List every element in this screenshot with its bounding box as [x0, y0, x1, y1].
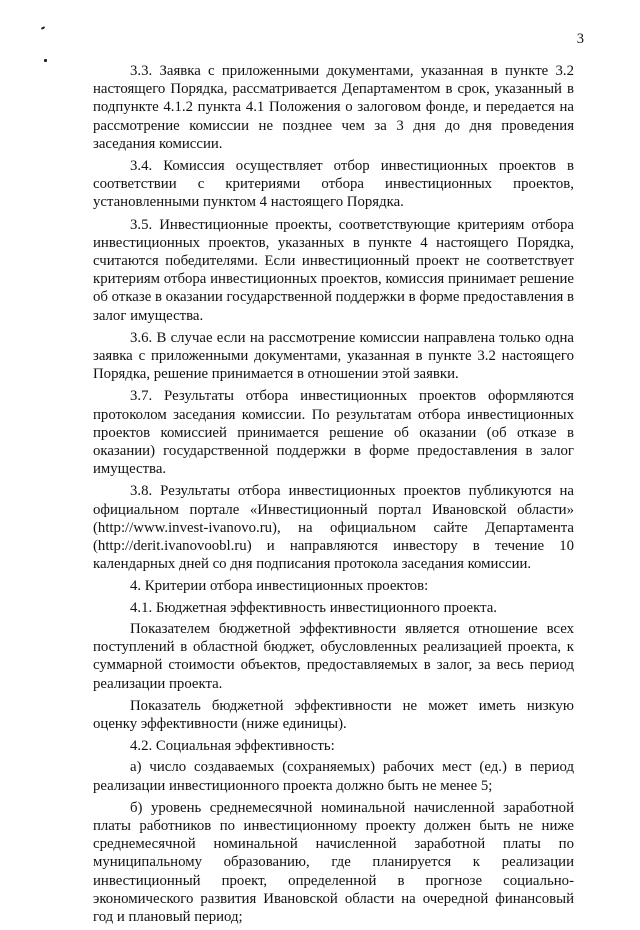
scan-speck: [44, 59, 47, 62]
scan-speck: [41, 26, 45, 30]
paragraph-3-8: 3.8. Результаты отбора инвестиционных проектов публикуются на официальном портале «Инвестиционный портал Ивановской области» (http://www.invest-ivanovo.ru), на официальном сайте Департамента (http://derit.ivanovoobl.ru) и направляются инвестору в течение 10 календарных дней со дня подписания протокола заседания комиссии.: [93, 483, 574, 573]
paragraph-4-2: 4.2. Социальная эффективность:: [130, 738, 335, 755]
section-4-heading: 4. Критерии отбора инвестиционных проектов:: [130, 578, 429, 595]
paragraph-3-7: 3.7. Результаты отбора инвестиционных проектов оформляются протоколом заседания комиссии. По результатам отбора инвестиционных проектов комиссией принимается решение об оказании (об отказе в оказании) государственной поддержки в форме предоставления в залог имущества.: [93, 388, 574, 478]
paragraph-3-3: 3.3. Заявка с приложенными документами, указанная в пункте 3.2 настоящего Порядка, рассматривается Департаментом в срок, указанный в подпункте 4.1.2 пункта 4.1 Положения о залоговом фонде, и передается на рассмотрение комиссии не позднее чем за 3 дня до дня проведения заседания комиссии.: [93, 63, 574, 152]
paragraph-4-1: 4.1. Бюджетная эффективность инвестиционного проекта.: [130, 599, 497, 616]
paragraph-budget-indicator: Показателем бюджетной эффективности является отношение всех поступлений в областной бюджет, обусловленных реализацией проекта, к суммарной стоимости объектов, предоставляемых в залог, за весь период реализации проекта.: [93, 620, 574, 692]
paragraph-3-4: 3.4. Комиссия осуществляет отбор инвестиционных проектов в соответствии с критериями отбора инвестиционных проектов, установленными пунктом 4 настоящего Порядка.: [93, 158, 574, 211]
paragraph-3-5: 3.5. Инвестиционные проекты, соответствующие критериям отбора инвестиционных проектов, указанных в пункте 4 настоящего Порядка, считаются победителями. Если инвестиционный проект не соответствует критериям отбора инвестиционных проектов, комиссия принимает решение об отказе в оказании государственной поддержки в форме предоставления в залог имущества.: [93, 216, 574, 324]
paragraph-3-6: 3.6. В случае если на рассмотрение комиссии направлена только одна заявка с приложенными документами, указанная в пункте 3.2 настоящего Порядка, решение принимается в отношении этой заявки.: [93, 329, 574, 383]
paragraph-4-2-b: б) уровень среднемесячной номинальной начисленной заработной платы работников по инвестиционному проекту должен быть не ниже среднемесячной номинальной начисленной заработной платы по муниципальному образованию, где планируется к реализации инвестиционный проект, определенной в прогнозе социально-экономического развития Ивановской области на очередной финансовый год и плановый период;: [93, 799, 574, 925]
paragraph-4-2-a: а) число создаваемых (сохраняемых) рабочих мест (ед.) в период реализации инвестиционного проекта должно быть не менее 5;: [93, 759, 574, 794]
paragraph-budget-minimum: Показатель бюджетной эффективности не может иметь низкую оценку эффективности (ниже единицы).: [93, 697, 574, 732]
page-number: 3: [576, 31, 584, 47]
document-body: [93, 62, 574, 930]
